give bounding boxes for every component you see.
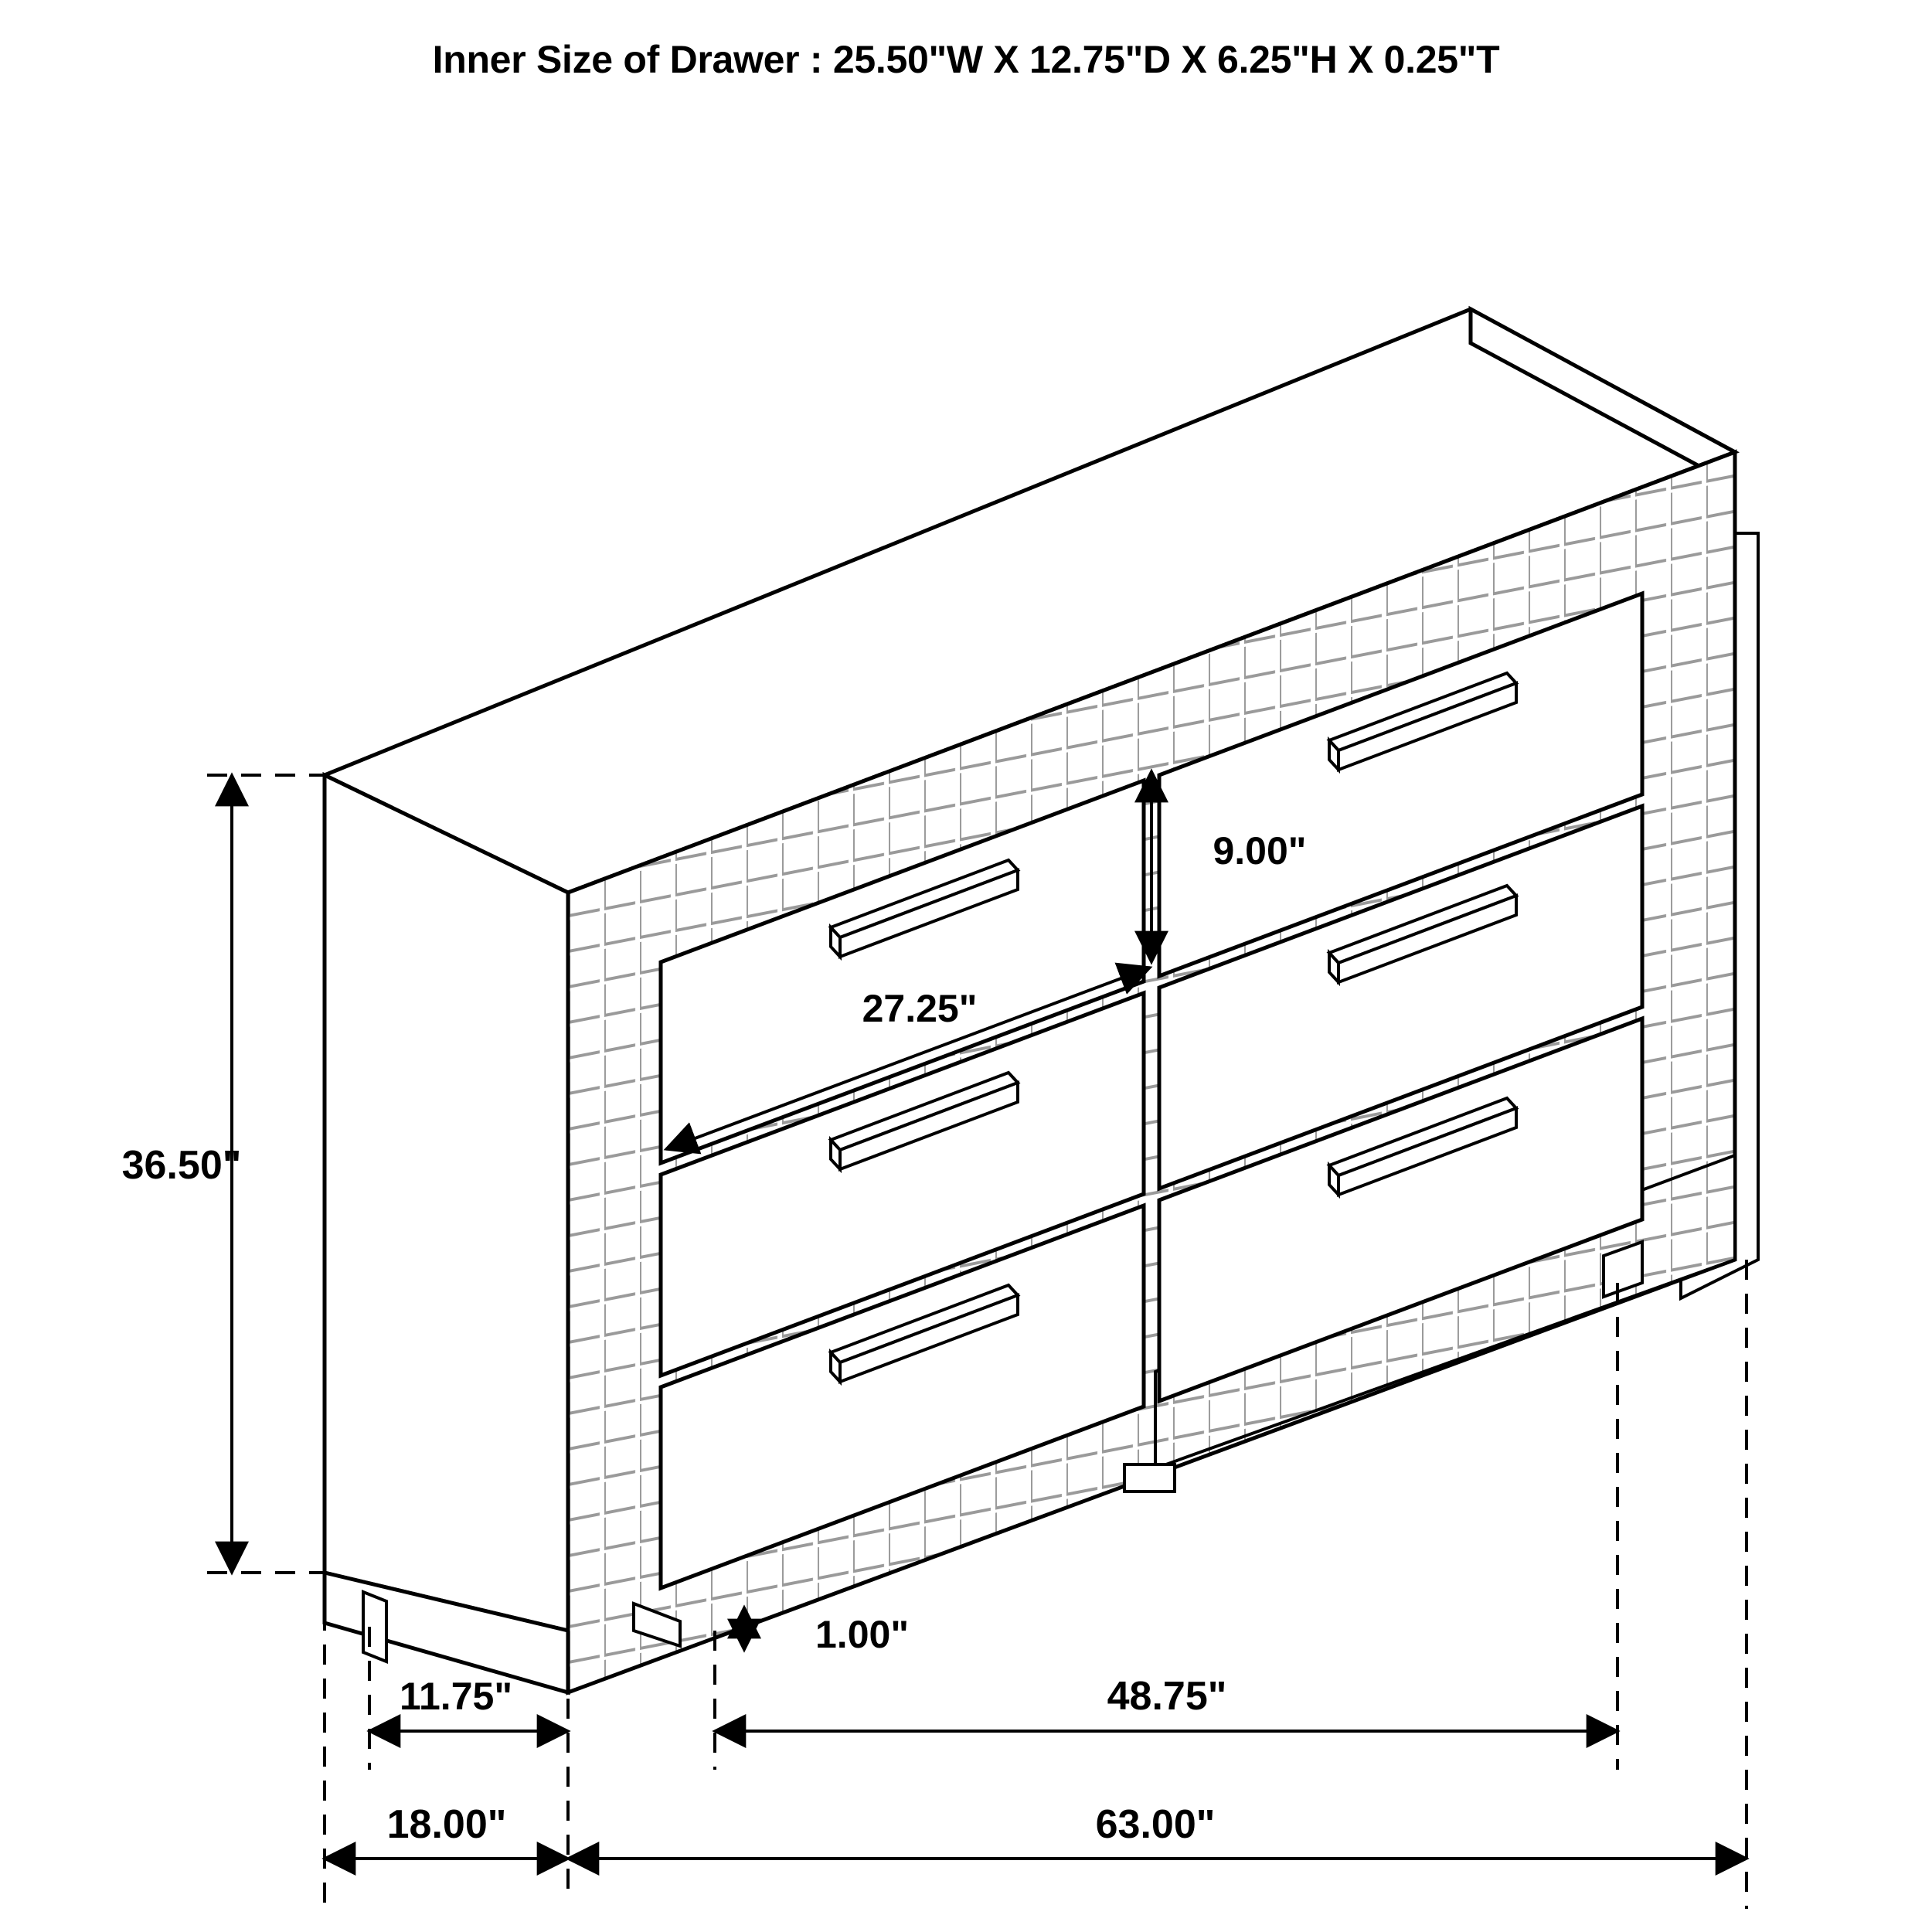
dresser-body <box>325 309 1758 1692</box>
dim-label-drawer-height: 9.00" <box>1213 829 1307 872</box>
dim-label-toe-kick: 1.00" <box>815 1613 910 1656</box>
dim-label-drawer-width: 27.25" <box>862 987 978 1030</box>
dim-label-front-width-inner: 48.75" <box>1107 1674 1227 1719</box>
dim-label-overall-height: 36.50" <box>121 1143 242 1188</box>
dim-label-side-depth-total: 18.00" <box>386 1802 507 1847</box>
page-title: Inner Size of Drawer : 25.50"W X 12.75"D X 6.25"H X 0.25"T <box>432 38 1500 81</box>
dim-overall-height <box>122 775 323 1573</box>
dim-label-overall-width: 63.00" <box>1095 1802 1216 1847</box>
left-side-panel <box>325 775 568 1692</box>
dim-label-side-depth-front: 11.75" <box>399 1675 513 1718</box>
